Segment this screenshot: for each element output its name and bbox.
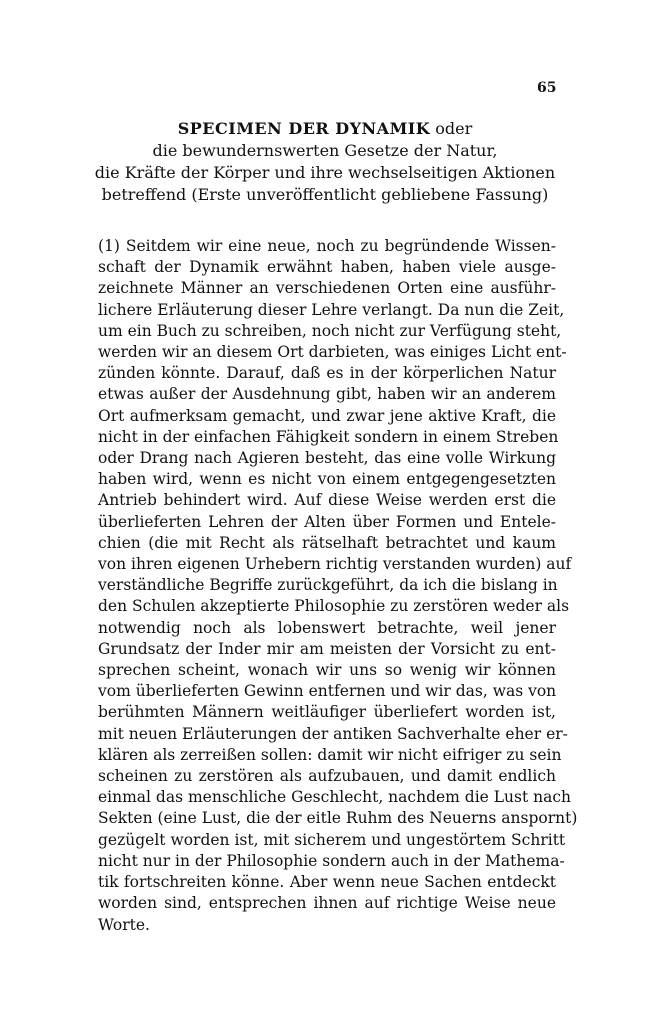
body-line: nicht in der einfachen Fähigkeit sondern in einem Streben — [98, 427, 559, 446]
body-line: um ein Buch zu schreiben, noch nicht zur Verfügung steht, — [98, 321, 562, 340]
body-line: werden wir an diesem Ort darbieten, was einiges Licht ent- — [98, 343, 567, 362]
body-line: vom überlieferten Gewinn entfernen und wir das, was von — [98, 682, 557, 701]
body-line: gezügelt worden ist, mit sicherem und ungestörtem Schritt — [98, 830, 566, 849]
body-line: berühmten Männern weitläufiger überliefert worden ist, — [98, 703, 556, 722]
body-line: worden sind, entsprechen ihnen auf richtige Weise neue — [98, 894, 556, 913]
body-line: oder Drang nach Agieren besteht, das eine volle Wirkung — [98, 449, 556, 468]
body-line: überlieferten Lehren der Alten über Formen und Entele- — [98, 512, 556, 531]
body-line: (1) Seitdem wir eine neue, noch zu begründende Wissen- — [98, 237, 556, 255]
body-line: Worte. — [98, 915, 150, 934]
body-line: lichere Erläuterung dieser Lehre verlangt. Da nun die Zeit, — [98, 300, 565, 319]
body-line: von ihren eigenen Urhebern richtig verstanden wurden) auf — [98, 555, 572, 574]
body-line: Grundsatz der Inder mir am meisten der Vorsicht zu ent- — [98, 639, 556, 658]
title-line-3: die Kräfte der Körper und ihre wechselseitigen Aktionen — [94, 163, 556, 182]
page-number: 65 — [537, 80, 557, 96]
body-line: klären als zerreißen sollen: damit wir nicht eifriger zu sein — [98, 745, 562, 764]
body-line: scheinen zu zerstören als aufzubauen, und damit endlich — [98, 767, 556, 786]
body-line: verständliche Begriffe zurückgeführt, da ich die bislang in — [98, 576, 558, 595]
section-title — [60, 118, 590, 206]
body-paragraph — [98, 236, 578, 936]
title-line-1 — [60, 118, 590, 140]
body-line: etwas außer der Ausdehnung gibt, haben wir an anderem — [98, 385, 556, 404]
title-line-4: betreffend (Erste unveröffentlicht gebliebene Fassung) — [101, 185, 549, 204]
body-line: Sekten (eine Lust, die der eitle Ruhm des Neuerns anspornt) — [98, 809, 578, 828]
body-line: zünden könnte. Darauf, daß es in der körperlichen Natur — [98, 364, 556, 383]
body-line: zeichnete Männer an verschiedenen Orten eine ausführ- — [98, 279, 556, 298]
body-line: schaft der Dynamik erwähnt haben, haben viele ausge- — [98, 258, 556, 277]
title-main: SPECIMEN DER DYNAMIK — [177, 119, 431, 138]
body-line: notwendig noch als lobenswert betrachte, weil jener — [98, 618, 556, 637]
body-line: chien (die mit Recht als rätselhaft betrachtet und kaum — [98, 533, 556, 552]
body-line: den Schulen akzeptierte Philosophie zu zerstören weder als — [98, 597, 570, 616]
body-line: mit neuen Erläuterungen der antiken Sachverhalte eher er- — [98, 724, 568, 743]
body-line: haben wird, wenn es nicht von einem entgegengesetzten — [98, 470, 556, 489]
body-line: einmal das menschliche Geschlecht, nachdem die Lust nach — [98, 788, 572, 807]
title-line-2: die bewundernswerten Gesetze der Natur, — [152, 141, 498, 160]
title-line-1-rest: oder — [430, 119, 473, 138]
body-line: Antrieb behindert wird. Auf diese Weise werden erst die — [98, 491, 556, 510]
body-line: tik fortschreiten könne. Aber wenn neue Sachen entdeckt — [98, 873, 556, 892]
body-line: sprechen scheint, wonach wir uns so wenig wir können — [98, 661, 556, 680]
body-line: Ort aufmerksam gemacht, und zwar jene aktive Kraft, die — [98, 406, 556, 425]
body-line: nicht nur in der Philosophie sondern auch in der Mathema- — [98, 851, 565, 870]
